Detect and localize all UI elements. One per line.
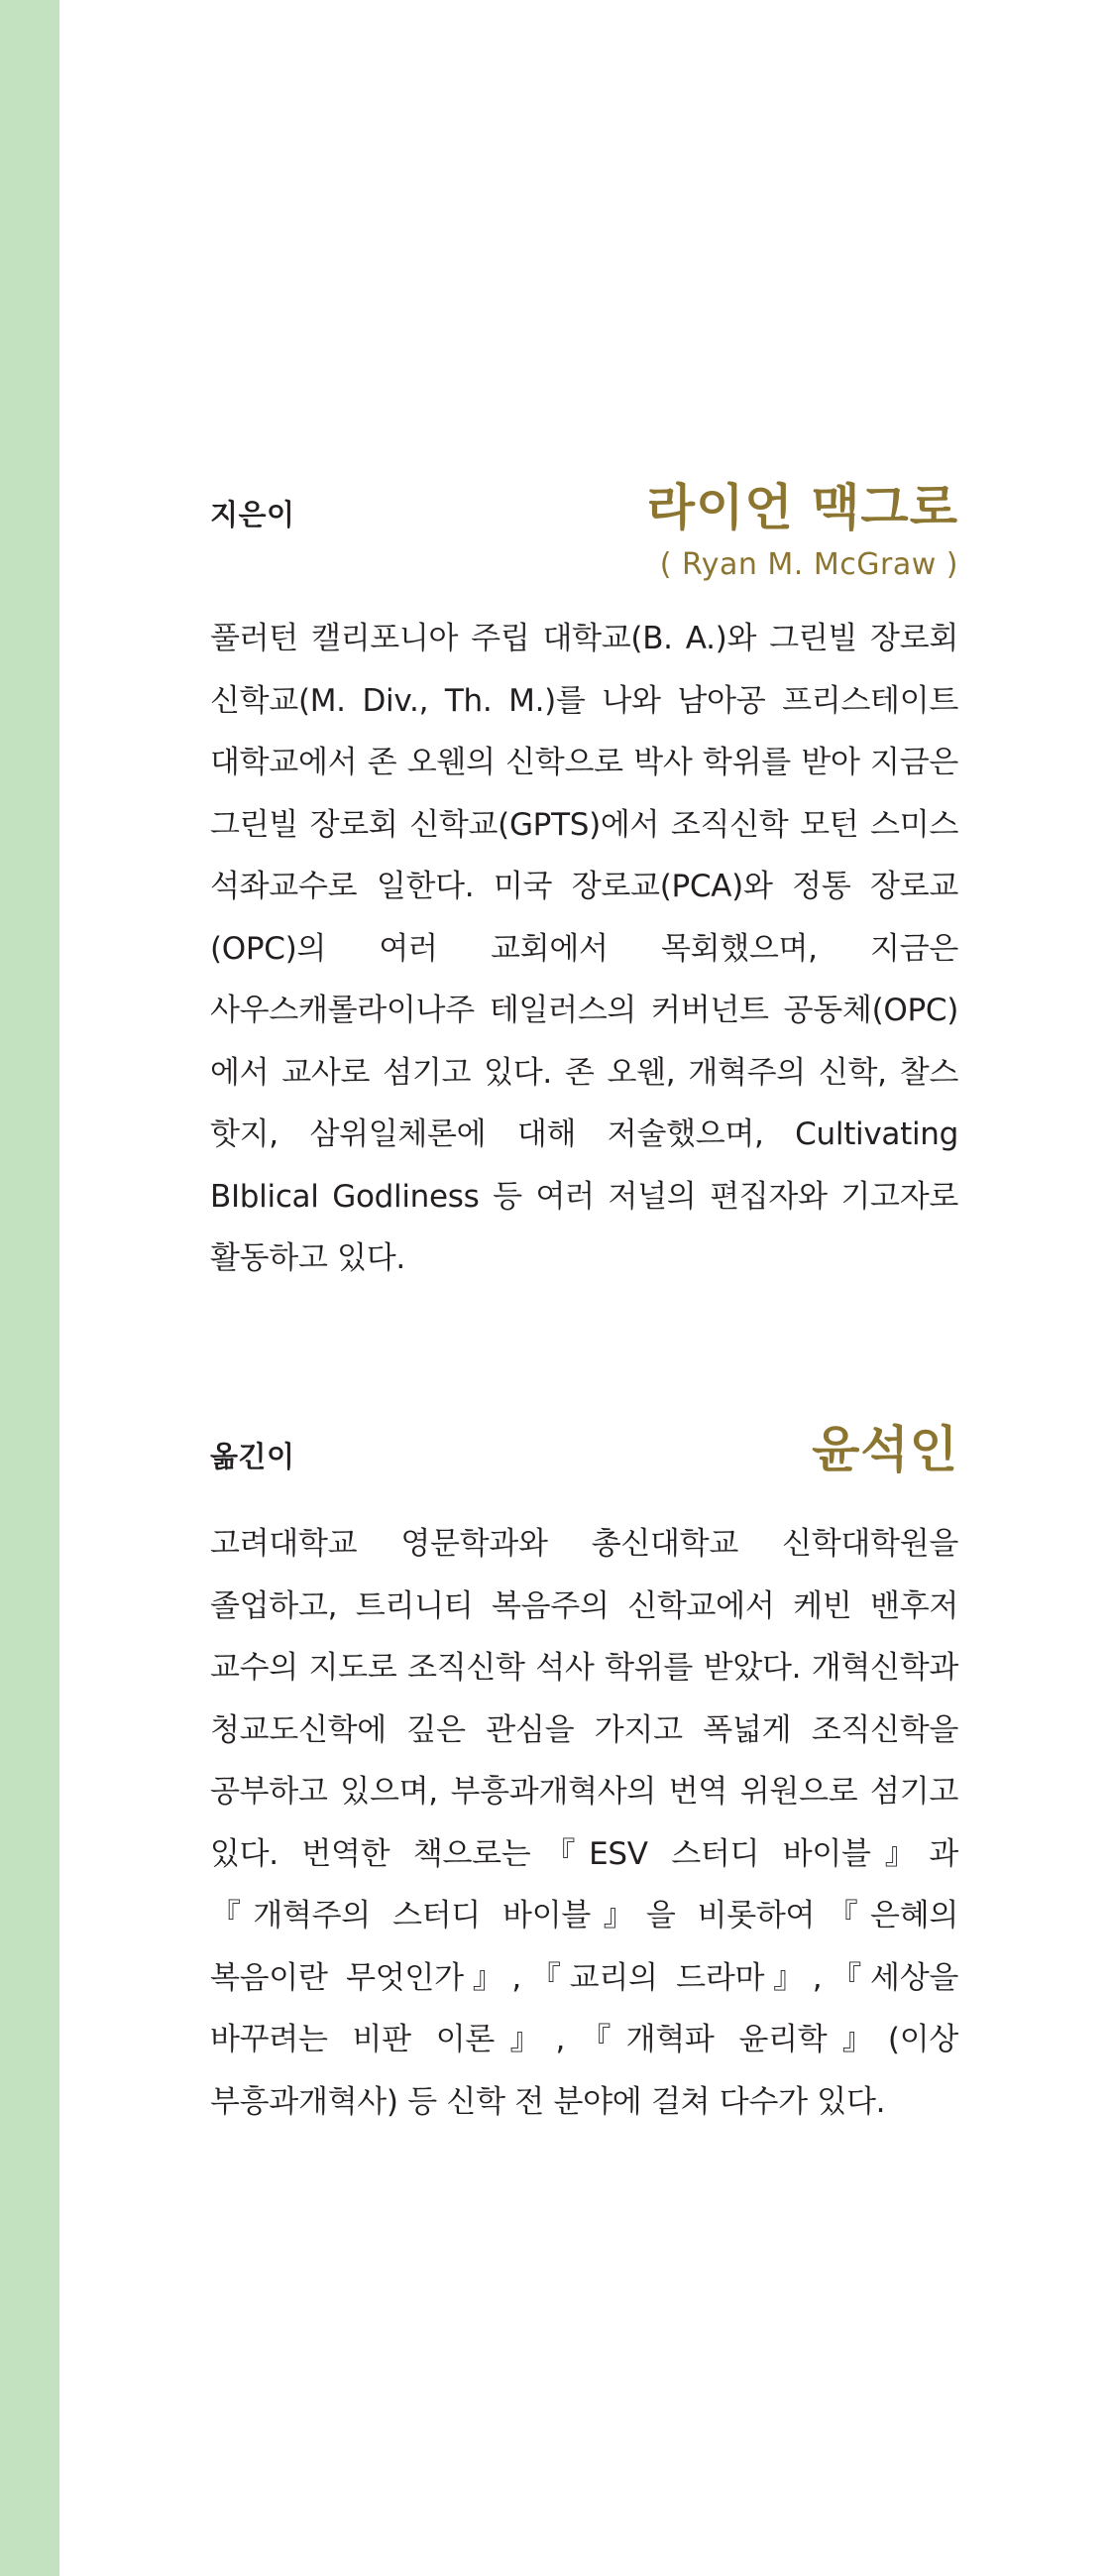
translator-role-label: 옮긴이 [210, 1440, 295, 1473]
translator-section [210, 1408, 958, 2133]
author-heading [210, 466, 958, 539]
author-name-english: ( Ryan M. McGraw ) [659, 547, 958, 582]
author-bio: 풀러턴 캘리포니아 주립 대학교(B. A.)와 그린빌 장로회 신학교(M. Div., Th. M.)를 나와 남아공 프리스테이트 대학교에서 존 오웬의 신학으로 박사 학위를 받아 지금은 그린빌 장로회 신학교(GPTS)에서 조직신학 모턴 스미스 석좌교수로 일한다. 미국 장로교(PCA)와 정통 장로교(OPC)의 여러 교회에서 목회했으며, 지금은 사우스캐롤라이나주 테일러스의 커버넌트 공동체(OPC)에서 교사로 섬기고 있다. 존 오웬, 개혁주의 신학, 찰스 핫지, 삼위일체론에 대해 저술했으며, Cultivating BIblical Godliness 등 여러 저널의 편집자와 기고자로 활동하고 있다. [210, 621, 958, 1276]
author-role-label: 지은이 [210, 498, 295, 531]
side-color-band [0, 0, 59, 2576]
translator-bio: 고려대학교 영문학과와 총신대학교 신학대학원을 졸업하고, 트리니티 복음주의 신학교에서 케빈 밴후저 교수의 지도로 조직신학 석사 학위를 받았다. 개혁신학과 청교도신학에 깊은 관심을 가지고 폭넓게 조직신학을 공부하고 있으며, 부흥과개혁사의 번역 위원으로 섬기고 있다. 번역한 책으로는『ESV 스터디 바이블』과『개혁주의 스터디 바이블』을 비롯하여『은혜의 복음이란 무엇인가』,『교리의 드라마』,『세상을 바꾸려는 비판 이론』,『개혁파 윤리학』(이상 부흥과개혁사) 등 신학 전 분야에 걸쳐 다수가 있다. [210, 1526, 958, 2120]
translator-name: 윤석인 [812, 1421, 958, 1478]
author-name: 라이언 맥그로 [646, 479, 958, 536]
translator-heading [210, 1408, 958, 1481]
author-section [210, 466, 958, 1290]
